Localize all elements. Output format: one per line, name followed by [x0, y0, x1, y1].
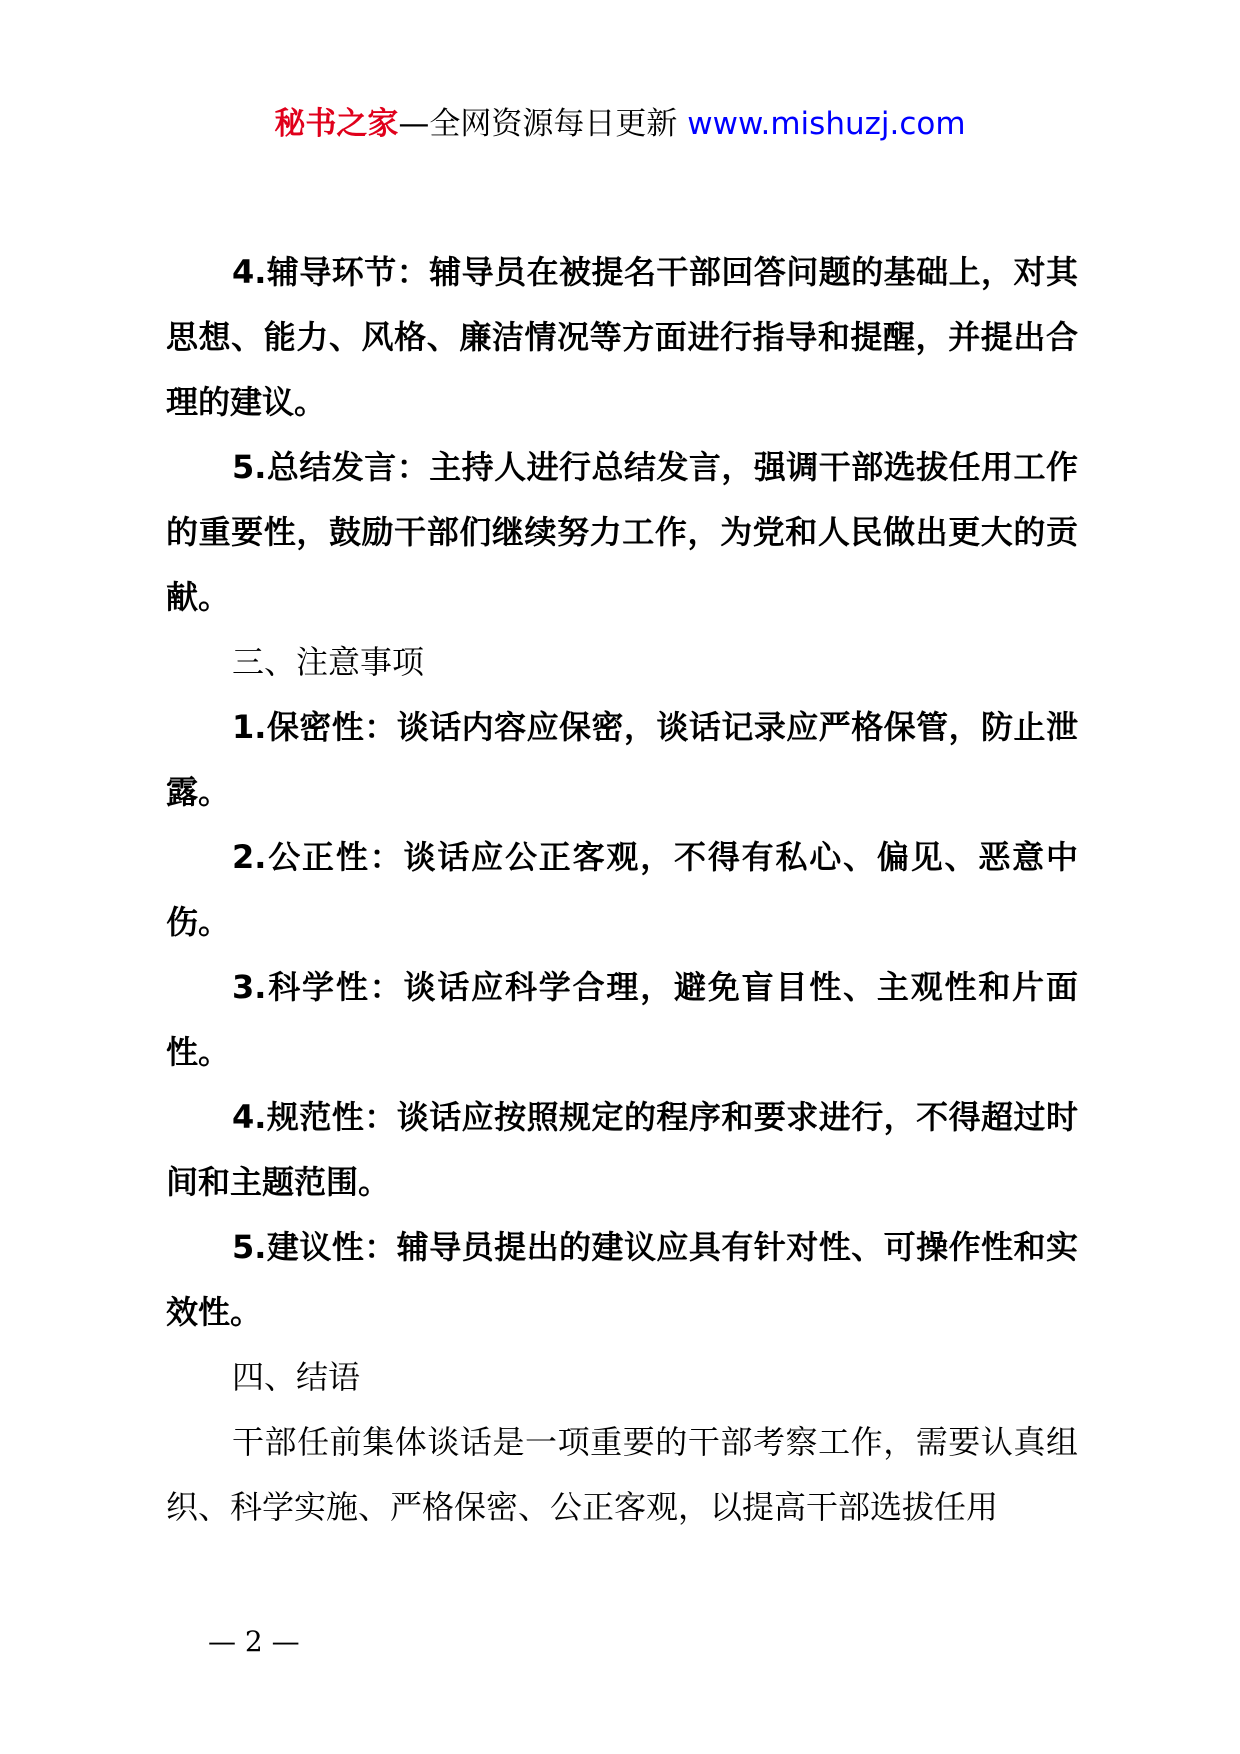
document-body [166, 240, 1078, 1540]
paragraph-scientific: 3.科学性：谈话应科学合理，避免盲目性、主观性和片面性。 [166, 968, 1078, 1071]
section-heading-notes: 三、注意事项 [232, 643, 425, 681]
page-number: — 2 — [208, 1625, 300, 1658]
paragraph-confidentiality: 1.保密性：谈话内容应保密，谈话记录应严格保管，防止泄露。 [166, 708, 1078, 811]
paragraph-advisory: 5.建议性：辅导员提出的建议应具有针对性、可操作性和实效性。 [166, 1228, 1078, 1331]
paragraph-conclusion: 干部任前集体谈话是一项重要的干部考察工作，需要认真组织、科学实施、严格保密、公正客观，以提高干部选拔任用 [166, 1423, 1078, 1526]
paragraph-summary-speech: 5.总结发言：主持人进行总结发言，强调干部选拔任用工作的重要性，鼓励干部们继续努力工作，为党和人民做出更大的贡献。 [166, 448, 1078, 616]
section-heading-conclusion: 四、结语 [232, 1358, 361, 1396]
site-url[interactable]: www.mishuzj.com [687, 106, 966, 142]
site-tagline: —全网资源每日更新 [398, 106, 678, 142]
paragraph-fairness: 2.公正性：谈话应公正客观，不得有私心、偏见、恶意中伤。 [166, 838, 1078, 941]
paragraph-normative: 4.规范性：谈话应按照规定的程序和要求进行，不得超过时间和主题范围。 [166, 1098, 1078, 1201]
paragraph-guidance: 4.辅导环节：辅导员在被提名干部回答问题的基础上，对其思想、能力、风格、廉洁情况等方面进行指导和提醒，并提出合理的建议。 [166, 253, 1078, 421]
site-header [0, 100, 1240, 148]
site-name: 秘书之家 [274, 106, 399, 142]
